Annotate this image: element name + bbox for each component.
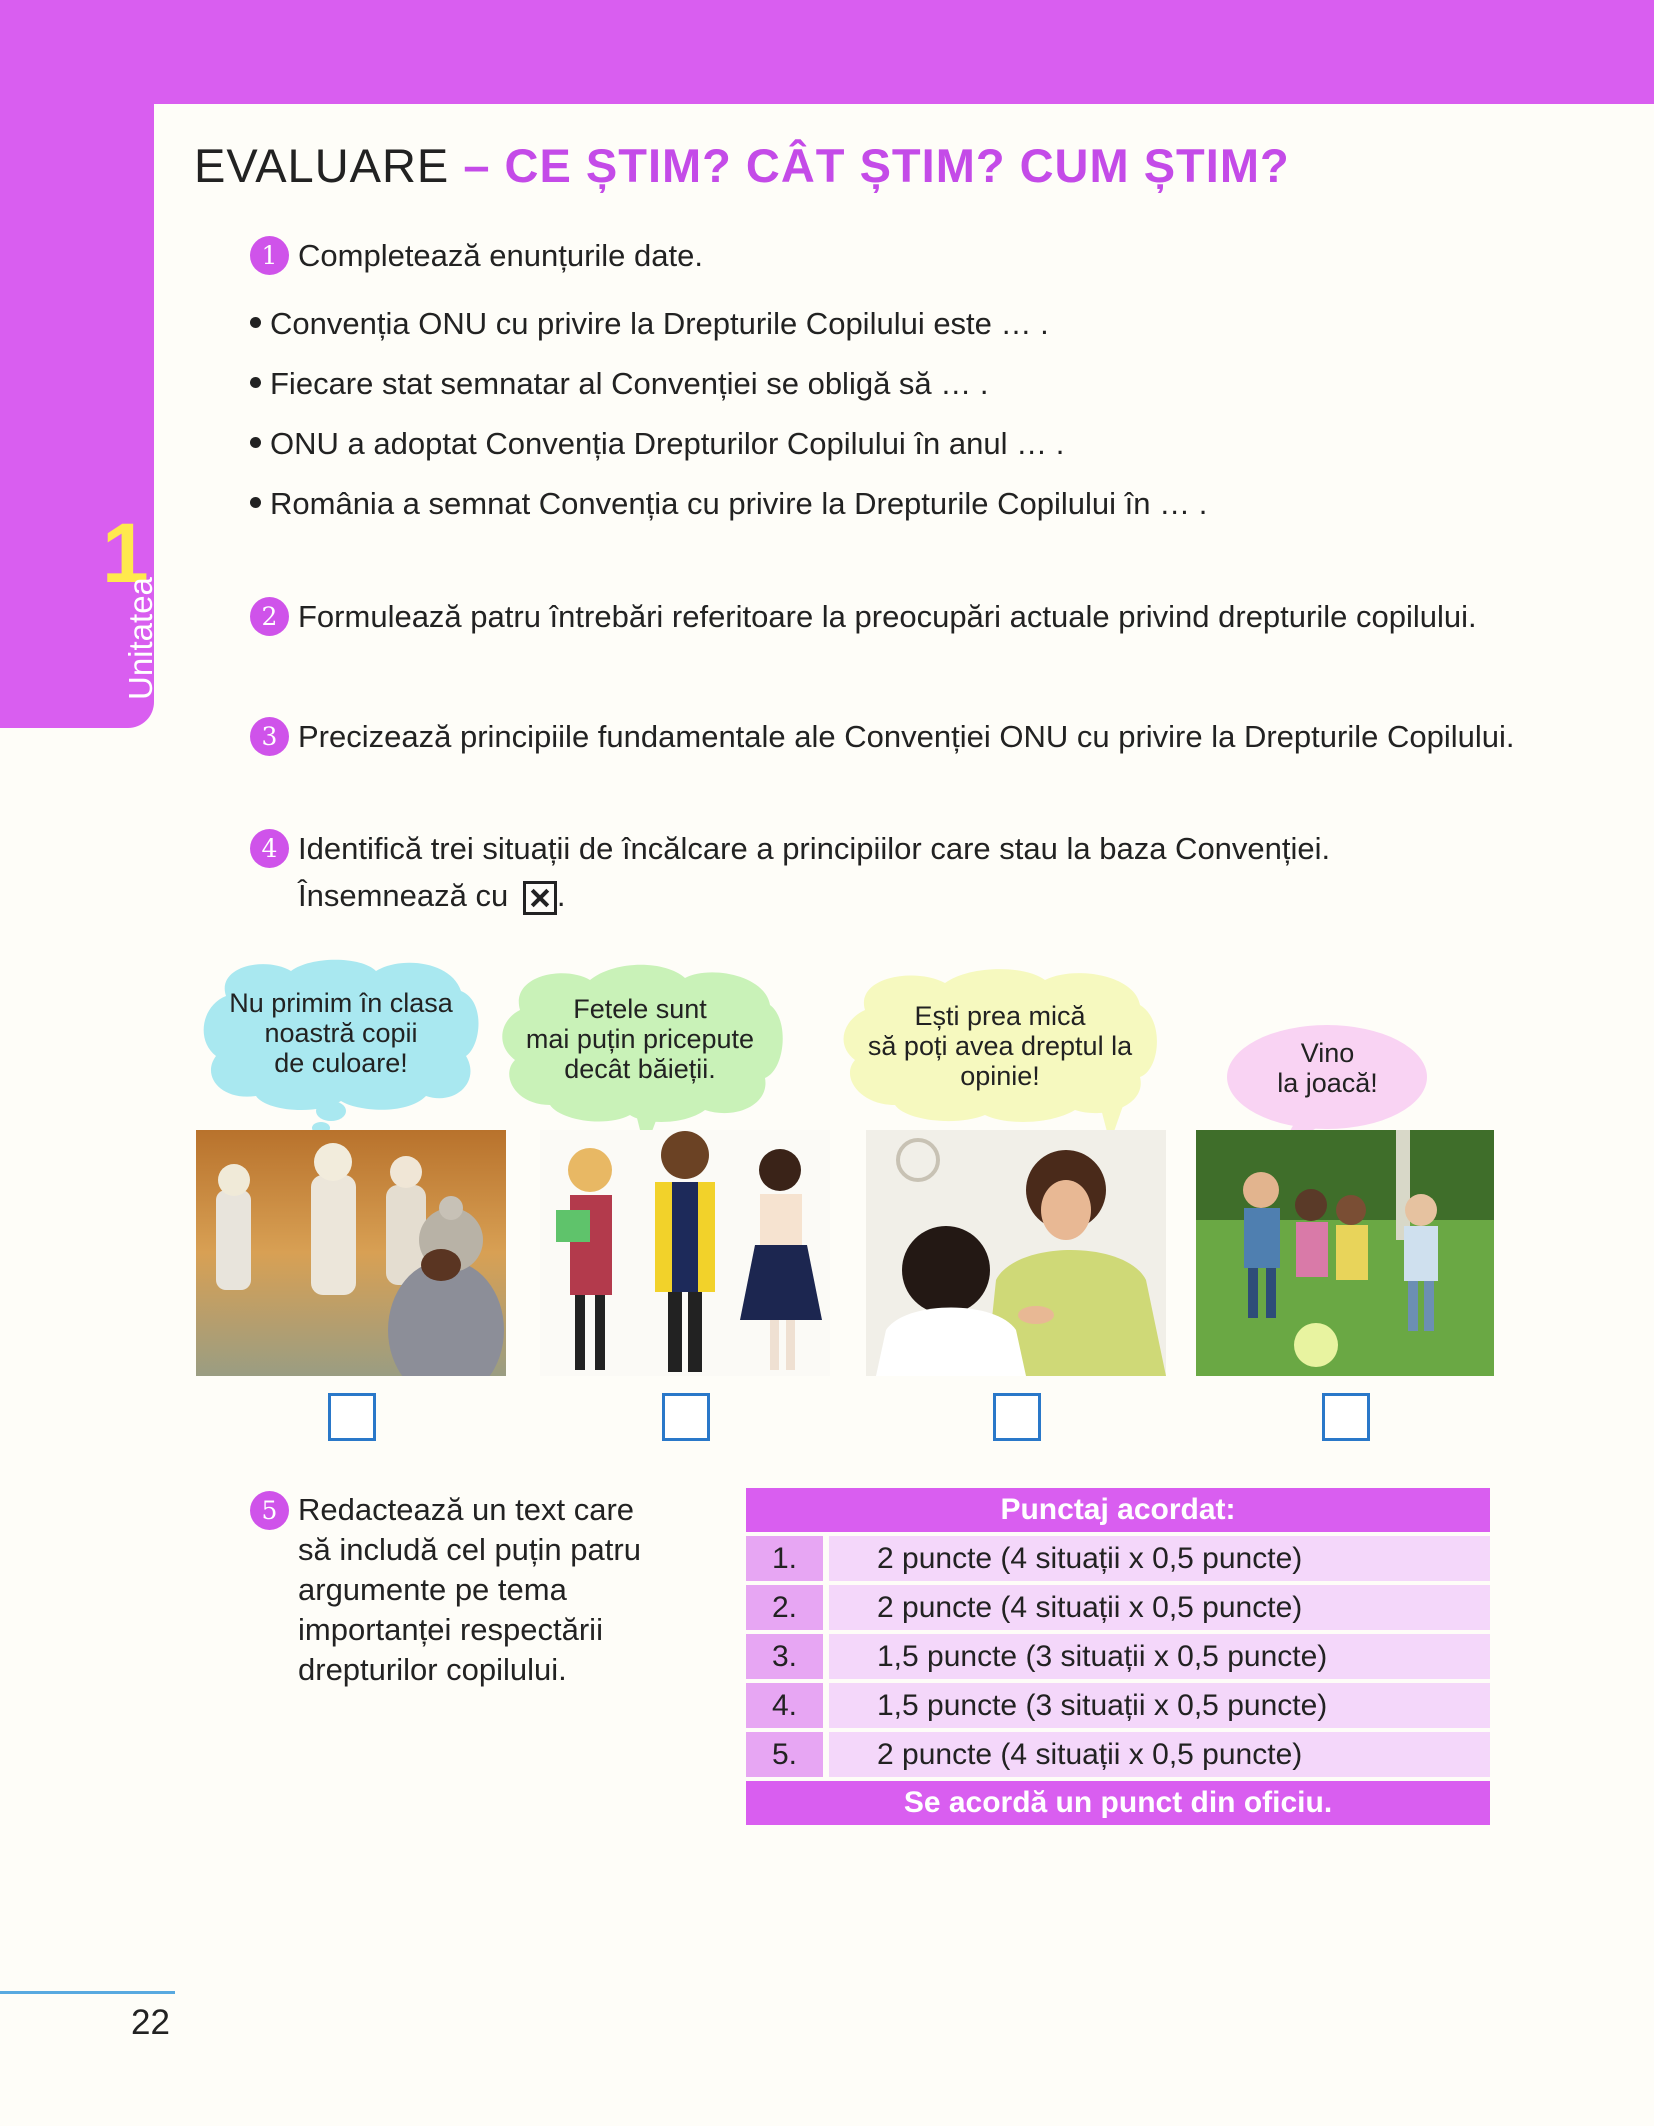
score-row-number: 1. [746,1536,823,1581]
score-table-header: Punctaj acordat: [746,1488,1490,1532]
task-4-badge: 4 [250,829,289,868]
score-row-number: 2. [746,1585,823,1630]
photo-children-playing-ball [1196,1130,1494,1376]
bubble-2-line: decât băieții. [564,1054,716,1084]
bullet-text: Convenția ONU cu privire la Drepturile Copilului este … . [270,306,1049,341]
score-row-number: 4. [746,1683,823,1728]
task-4-text: Identifică trei situații de încălcare a principiilor care stau la baza Convenției. [298,831,1331,866]
task-2-badge: 2 [250,597,289,636]
bullet-text: România a semnat Convenția cu privire la Drepturile Copilului în … . [270,486,1208,521]
top-color-bar [0,0,1654,104]
bubble-2-line: mai puțin pricepute [525,1024,755,1054]
x-mark-box-icon [523,881,557,915]
table-row [746,1585,1490,1630]
task-3-badge: 3 [250,717,289,756]
photo-children-reading [540,1130,830,1376]
speech-bubble-1 [196,956,486,1136]
bullet-item [250,426,1064,462]
task-5-line: drepturilor copilului. [298,1652,567,1687]
bubble-3-line: să poți avea dreptul la [867,1031,1133,1061]
table-row [746,1536,1490,1581]
task-5-text [298,1490,641,1690]
photo-teacher-and-girl [866,1130,1166,1376]
bullet-dot-icon [250,317,261,328]
photo-teacher-scolding [866,1130,1166,1376]
page-title [194,138,1290,193]
photo-children-pointing [196,1130,506,1376]
task-1-text: Completează enunțurile date. [298,238,703,273]
bullet-item [250,486,1207,522]
bubble-1-line: de culoare! [274,1048,408,1078]
bullet-dot-icon [250,437,261,448]
bullet-item [250,366,989,402]
photo-kids-books [540,1130,830,1376]
task-5-line: importanței respectării [298,1612,603,1647]
task-2-text: Formulează patru întrebări referitoare la preocupări actuale privind drepturile copilului. [298,599,1477,634]
photo-kids-playing [1196,1130,1494,1376]
bubble-3-line: opinie! [960,1061,1040,1091]
unit-number: 1 [102,506,149,600]
task-4-instruction-end: . [556,878,566,913]
task-3-text: Precizează principiile fundamentale ale Convenției ONU cu privire la Drepturile Copilului. [298,719,1515,754]
score-row-number: 5. [746,1732,823,1777]
answer-checkbox-2[interactable] [662,1393,710,1441]
table-row [746,1683,1490,1728]
score-table [746,1488,1490,1825]
score-row-text: 2 puncte (4 situații x 0,5 puncte) [829,1732,1490,1777]
bullet-item [250,306,1049,342]
speech-bubble-2 [495,960,785,1150]
task-5-line: Redactează un text care [298,1492,635,1527]
task-4-instruction-text: Însemnează cu [298,878,509,913]
page-number-rule [0,1991,175,1994]
bubble-1-line: noastră copii [264,1018,418,1048]
answer-checkbox-4[interactable] [1322,1393,1370,1441]
score-row-text: 1,5 puncte (3 situații x 0,5 puncte) [829,1634,1490,1679]
bubble-3-line: Ești prea mică [914,1001,1086,1031]
bubble-4-line: la joacă! [1277,1068,1378,1098]
page-number: 22 [131,2003,170,2042]
title-questions: – CE ȘTIM? CÂT ȘTIM? CUM ȘTIM? [463,139,1290,192]
bullet-text: Fiecare stat semnatar al Convenției se obligă să … . [270,366,989,401]
score-row-text: 2 puncte (4 situații x 0,5 puncte) [829,1536,1490,1581]
task-1-badge: 1 [250,236,289,275]
task-4-instruction [298,878,565,915]
photo-kids-excluding [196,1130,506,1376]
score-row-text: 2 puncte (4 situații x 0,5 puncte) [829,1585,1490,1630]
bubble-2-line: Fetele sunt [573,994,707,1024]
answer-checkbox-3[interactable] [993,1393,1041,1441]
score-table-footer: Se acordă un punct din oficiu. [746,1781,1490,1825]
bullet-text: ONU a adoptat Convenția Drepturilor Copilului în anul … . [270,426,1065,461]
task-5-line: să includă cel puțin patru [298,1532,641,1567]
task-5-badge: 5 [250,1491,289,1530]
table-row [746,1732,1490,1777]
speech-bubble-3 [835,965,1165,1145]
unit-label: Unitatea [122,577,159,700]
bullet-dot-icon [250,377,261,388]
bullet-dot-icon [250,497,261,508]
task-5-line: argumente pe tema [298,1572,567,1607]
score-row-number: 3. [746,1634,823,1679]
title-evaluare: EVALUARE [194,139,464,192]
answer-checkbox-1[interactable] [328,1393,376,1441]
table-row [746,1634,1490,1679]
score-row-text: 1,5 puncte (3 situații x 0,5 puncte) [829,1683,1490,1728]
bubble-4-line: Vino [1300,1038,1355,1068]
bubble-1-line: Nu primim în clasa [229,988,453,1018]
